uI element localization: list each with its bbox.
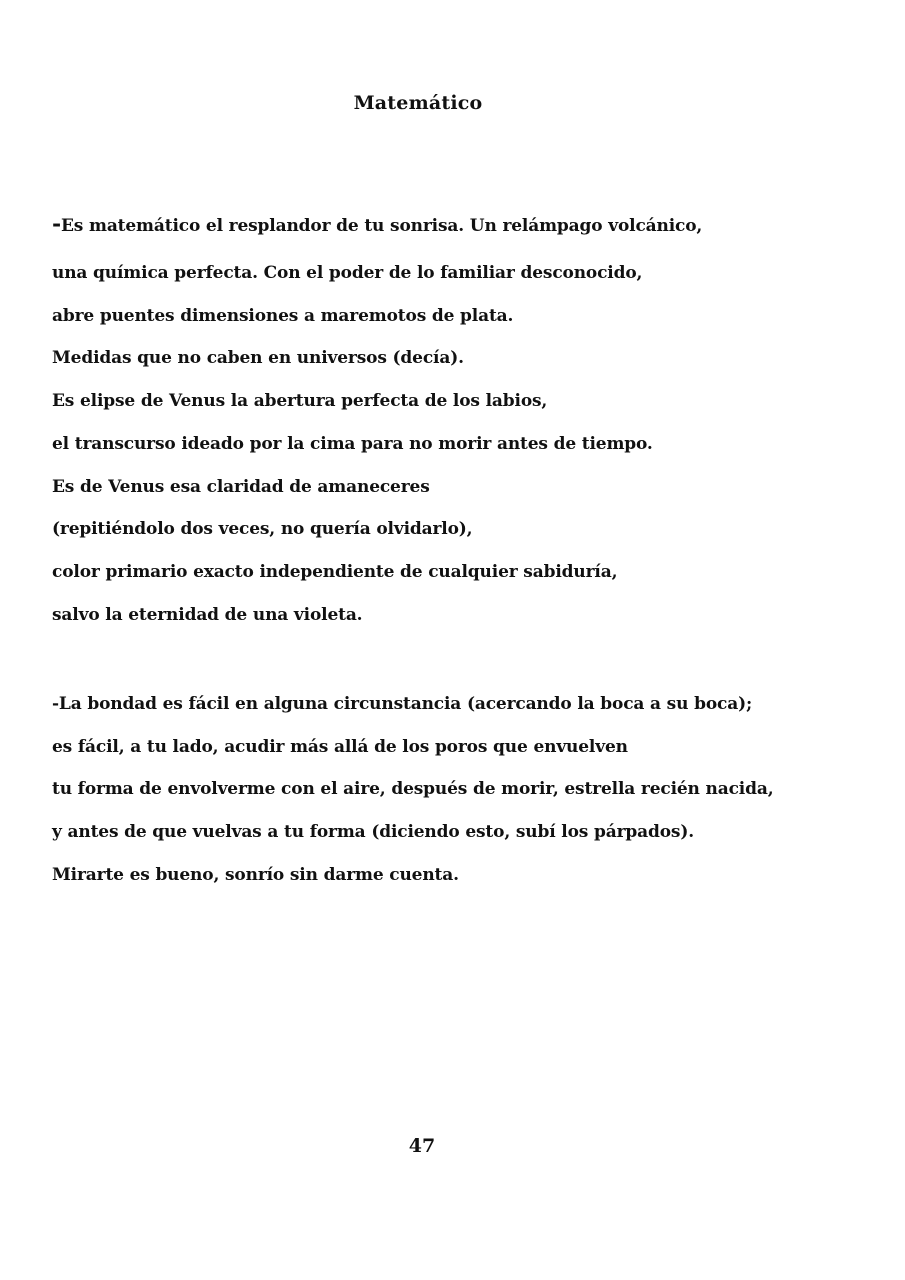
poem-line: Medidas que no caben en universos (decía). [52,348,464,369]
poem-line: -La bondad es fácil en alguna circunstancia (acercando la boca a su boca); [52,694,753,714]
poem-line-text: Es matemático el resplandor de tu sonrisa. Un relámpago volcánico, [60,216,703,236]
poem-line: Es de Venus esa claridad de amaneceres [52,476,430,497]
poem-line: (repitiéndolo dos veces, no quería olvidarlo), [52,519,473,540]
poem-line: salvo la eternidad de una violeta. [52,604,363,625]
page-number: 47 [408,1135,436,1157]
poem-line: Es elipse de Venus la abertura perfecta de los labios, [52,391,548,412]
poem-line: tu forma de envolverme con el aire, después de morir, estrella recién nacida, [52,779,774,800]
stanza-2 [52,683,872,897]
poem-line [52,210,872,240]
poem-line: abre puentes dimensiones a maremotos de plata. [52,305,514,326]
poem-line: y antes de que vuelvas a tu forma (diciendo esto, subí los párpados). [52,822,695,843]
poem-line: color primario exacto independiente de cualquier sabiduría, [52,561,618,582]
poem-line: el transcurso ideado por la cima para no morir antes de tiempo. [52,433,653,454]
poem-line: una química perfecta. Con el poder de lo familiar desconocido, [52,263,643,283]
poem-title: Matemático [353,92,483,114]
poem-line: Mirarte es bueno, sonrío sin darme cuenta. [52,864,459,885]
poem-line: es fácil, a tu lado, acudir más allá de los poros que envuelven [52,736,628,757]
stanza-1 [52,210,872,636]
leading-dash: - [52,211,61,237]
